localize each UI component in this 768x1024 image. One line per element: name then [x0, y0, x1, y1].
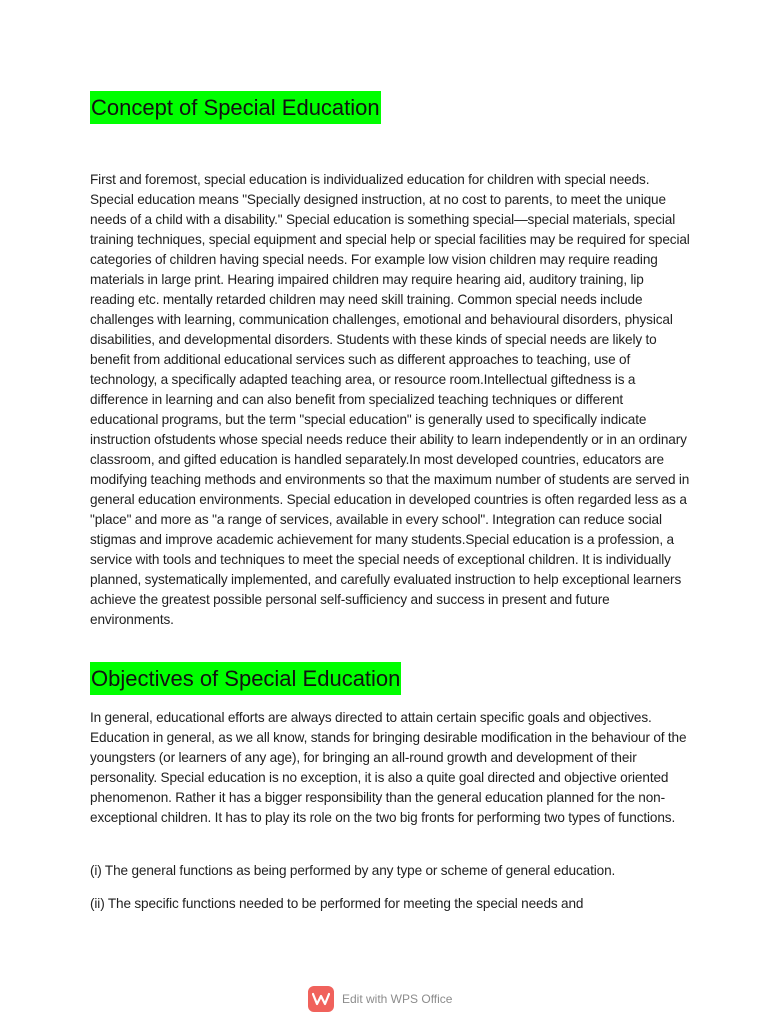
specific-functions-item: (ii) The specific functions needed to be performed for meeting the special needs and [90, 896, 584, 911]
section-heading-concept: Concept of Special Education [90, 91, 381, 124]
section-heading-objectives: Objectives of Special Education [90, 662, 401, 695]
general-functions-item: (i) The general functions as being performed by any type or scheme of general education. [90, 863, 616, 878]
objectives-paragraph: In general, educational efforts are always directed to attain certain specific goals and objectives. Education in general, as we all know, stands for bringing desirable modification in the behaviour of the youngsters (or learners of any age), for bringing an all-round growth and development of their personality. Special education is no exception, it is also a quite goal directed and objective oriented phenomenon. Rather it has a bigger responsibility than the general education planned for the non-exceptional children. It has to play its role on the two big fronts for performing two types of functions. [90, 710, 687, 825]
wps-footer[interactable] [308, 986, 452, 1012]
wps-logo-icon [308, 986, 334, 1012]
concept-paragraph: First and foremost, special education is individualized education for children with special needs. Special education means "Specially designed instruction, at no cost to parents, to meet the unique needs of a child with a disability." Special education is something special—special materials, special training techniques, special equipment and special help or special facilities may be required for special categories of children having special needs. For example low vision children may require reading materials in large print. Hearing impaired children may require hearing aid, auditory training, lip reading etc. mentally retarded children may need skill training. Common special needs include challenges with learning, communication challenges, emotional and behavioural disorders, physical disabilities, and developmental disorders. Students with these kinds of special needs are likely to benefit from additional educational services such as different approaches to teaching, use of technology, a specifically adapted teaching area, or resource room.Intellectual giftedness is a difference in learning and can also benefit from specialized teaching techniques or different educational programs, but the term "special education" is generally used to specifically indicate instruction ofstudents whose special needs reduce their ability to learn independently or in an ordinary classroom, and gifted education is handled separately.In most developed countries, educators are modifying teaching methods and environments so that the maximum number of students are served in general education environments. Special education in developed countries is often regarded less as a "place" and more as "a range of services, available in every school". Integration can reduce social stigmas and improve academic achievement for many students.Special education is a profession, a service with tools and techniques to meet the special needs of exceptional children. It is individually planned, systematically implemented, and carefully evaluated instruction to help exceptional learners achieve the greatest possible personal self-sufficiency and success in present and future environments. [90, 172, 690, 627]
wps-edit-link[interactable]: Edit with WPS Office [342, 992, 453, 1006]
